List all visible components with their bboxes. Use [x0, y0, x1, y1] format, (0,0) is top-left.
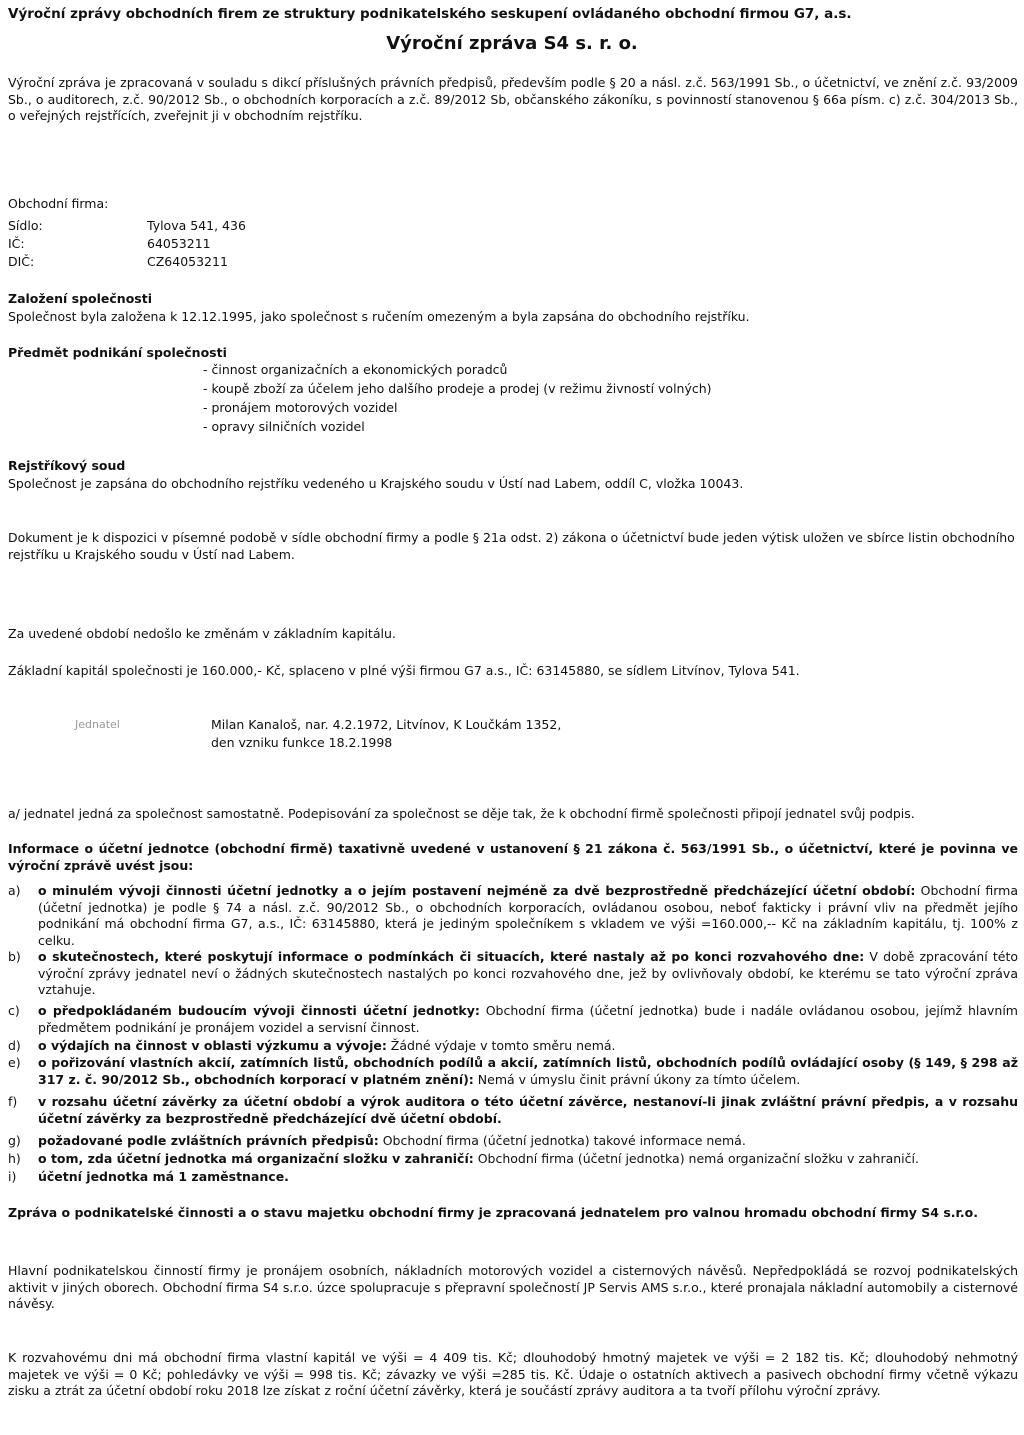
document-header: Výroční zprávy obchodních firem ze struktury podnikatelského seskupení ovládaného obchodní firmou G7, a.s.: [8, 6, 852, 22]
business-activity-item: - opravy silničních vozidel: [203, 419, 365, 434]
info-item-letter: a): [8, 883, 21, 898]
court-text: Společnost je zapsána do obchodního rejstříku vedeného u Krajského soudu v Ústí nad Labem, oddíl C, vložka 10043.: [8, 476, 744, 491]
info-item: [8, 883, 1018, 949]
info-item: [8, 1133, 1018, 1150]
info-item-text: Nemá v úmyslu činit právní úkony za tímto účelem.: [473, 1071, 801, 1087]
info-item-letter: d): [8, 1038, 21, 1053]
founding-text: Společnost byla založena k 12.12.1995, jako společnost s ručením omezeným a byla zapsána do obchodního rejstříku.: [8, 309, 750, 324]
document-title: Výroční zpráva S4 s. r. o.: [386, 33, 638, 54]
info-item-letter: h): [8, 1151, 21, 1166]
info-item: [8, 1055, 1018, 1088]
company-seat-value: Tylova 541, 436: [147, 218, 246, 233]
capital-text: Základní kapitál společnosti je 160.000,- Kč, splaceno v plné výši firmou G7 a.s., IČ: 63145880, se sídlem Litvínov, Tylova 541.: [8, 663, 800, 678]
info-item-title: v rozsahu účetní závěrky za účetní období a výrok auditora o této účetní závěrce, nestanoví-li jinak zvláštní právní předpis, a v rozsahu účetní závěrky za bezprostředně předcházející dvě účetní období.: [38, 1094, 1018, 1126]
business-activity-item: - pronájem motorových vozidel: [203, 400, 398, 415]
acting-text: a/ jednatel jedná za společnost samostatně. Podepisování za společnost se děje tak, že k obchodní firmě společnosti připojí jednatel svůj podpis.: [8, 806, 915, 821]
info-item-text: V době zpracování této výroční zprávy jednatel neví o žádných skutečnostech nastalých po konci rozvahového dne, jež by ovlivňovaly období, ke kterému se tato výroční zpráva vztahuje.: [38, 949, 1018, 997]
info-item-letter: b): [8, 949, 21, 964]
company-ic-value: 64053211: [147, 236, 211, 251]
statutory-person-line2: den vzniku funkce 18.2.1998: [211, 735, 393, 750]
statutory-role: Jednatel: [75, 718, 120, 731]
info-item-title: účetní jednotka má 1 zaměstnance.: [38, 1169, 289, 1184]
info-item-text: Obchodní firma (účetní jednotka) je podle § 74 a násl. z.č. 90/2012 Sb., o obchodních korporacích, ovládanou osobou, neboť fakticky i právní vliv na předmět jejího podnikání má obchodní firma G7, a.s., IČ: 63145880, která je jediným společníkem s vkladem ve výši =160.000,-- Kč na základním kapitálu, tj. 100% z celku.: [38, 883, 1018, 948]
report-paragraph-assets: K rozvahovému dni má obchodní firma vlastní kapitál ve výši = 4 409 tis. Kč; dlouhodobý hmotný majetek ve výši = 2 182 tis. Kč; dlouhodobý nehmotný majetek ve výši = 0 Kč; pohledávky ve výši = 998 tis. Kč; závazky ve výši =285 tis. Kč. Údaje o ostatních aktivech a pasivech obchodní firmy včetně výkazu zisku a ztrát za účetní období roku 2018 lze získat z roční účetní závěrky, která je součástí zprávy auditora a ta tvoří přílohu výroční zprávy.: [8, 1350, 1018, 1398]
info-item-title: o minulém vývoji činnosti účetní jednotky a o jejím postavení nejméně za dvě bezprostředně předcházející účetní období:: [38, 883, 916, 898]
company-seat-label: Sídlo:: [8, 218, 43, 233]
capital-no-change: Za uvedené období nedošlo ke změnám v základním kapitálu.: [8, 626, 396, 641]
statutory-person-line1: Milan Kanaloš, nar. 4.2.1972, Litvínov, K Loučkám 1352,: [211, 717, 562, 732]
info-item-letter: i): [8, 1169, 17, 1184]
info-item: [8, 1003, 1018, 1036]
info-item-title: požadované podle zvláštních právních předpisů:: [38, 1133, 379, 1148]
info-item-letter: e): [8, 1055, 21, 1070]
company-dic-value: CZ64053211: [147, 254, 228, 269]
info-heading: Informace o účetní jednotce (obchodní firmě) taxativně uvedené v ustanovení § 21 zákona č. 563/1991 Sb., o účetnictví, které je povinna ve výroční zprávě uvést jsou:: [8, 841, 1018, 873]
info-item-letter: f): [8, 1094, 18, 1109]
business-activity-item: - koupě zboží za účelem jeho dalšího prodeje a prodej (v režimu živností volných): [203, 381, 712, 396]
business-activity-list: [203, 362, 712, 438]
business-heading: Předmět podnikání společnosti: [8, 345, 227, 360]
info-item-title: o tom, zda účetní jednotka má organizační složku v zahraničí:: [38, 1151, 474, 1166]
company-firm-label: Obchodní firma:: [8, 196, 109, 211]
info-item-title: o výdajích na činnost v oblasti výzkumu a vývoje:: [38, 1038, 387, 1053]
info-item: [8, 1151, 1018, 1168]
founding-heading: Založení společnosti: [8, 291, 152, 306]
company-dic-label: DIČ:: [8, 254, 35, 269]
intro-paragraph: Výroční zpráva je zpracovaná v souladu s dikcí příslušných právních předpisů, především podle § 20 a násl. z.č. 563/1991 Sb., o účetnictví, ve znění z.č. 93/2009 Sb., o auditorech, z.č. 90/2012 Sb., o obchodních korporacích a z.č. 89/2012 Sb, občanského zákoníku, s povinností stanovenou § 66a písm. c) z.č. 304/2013 Sb., o veřejných rejstřících, zveřejnit ji v obchodním rejstříku.: [8, 75, 1018, 123]
info-item: [8, 1169, 1018, 1186]
report-heading: Zpráva o podnikatelské činnosti a o stavu majetku obchodní firmy je zpracovaná jednatelem pro valnou hromadu obchodní firmy S4 s.r.o.: [8, 1205, 979, 1220]
document-availability-text: Dokument je k dispozici v písemné podobě v sídle obchodní firmy a podle § 21a odst. 2) zákona o účetnictví bude jeden výtisk uložen ve sbírce listin obchodního rejstříku u Krajského soudu v Ústí nad Labem.: [8, 530, 1015, 562]
info-item-title: o předpokládaném budoucím vývoji činnosti účetní jednotky:: [38, 1003, 480, 1018]
info-item: [8, 949, 1018, 999]
info-item: [8, 1094, 1018, 1127]
info-item-text: Obchodní firma (účetní jednotka) bude i nadále ovládanou osobou, jejímž hlavním předmětem podnikání je pronájem vozidel a servisní činnost.: [38, 1003, 1018, 1035]
report-paragraph-activity: Hlavní podnikatelskou činností firmy je pronájem osobních, nákladních motorových vozidel a cisternových návěsů. Nepředpokládá se rozvoj podnikatelských aktivit v jiných oborech. Obchodní firma S4 s.r.o. úzce spolupracuje s přepravní společností JP Servis AMS s.r.o., které pronajala nákladní automobily a cisternové návěsy.: [8, 1263, 1018, 1311]
court-heading: Rejstříkový soud: [8, 458, 126, 473]
info-item-letter: g): [8, 1133, 21, 1148]
info-item-title: o skutečnostech, které poskytují informace o podmínkách či situacích, které nastaly až po konci rozvahového dne:: [38, 949, 865, 964]
info-item-title: o pořizování vlastních akcií, zatímních listů, obchodních podílů a akcií, zatímních listů, obchodních podílů ovládající osoby (§ 149, § 298 až 317 z. č. 90/2012 Sb., obchodních korporací v platném znění):: [38, 1055, 1018, 1087]
info-item-letter: c): [8, 1003, 20, 1018]
info-item-text: Žádné výdaje v tomto směru nemá.: [386, 1038, 616, 1053]
info-item-text: Obchodní firma (účetní jednotka) nemá organizační složku v zahraničí.: [473, 1151, 919, 1166]
company-ic-label: IČ:: [8, 236, 25, 251]
info-item-text: Obchodní firma (účetní jednotka) takové informace nemá.: [378, 1133, 746, 1148]
info-item: [8, 1038, 1018, 1055]
business-activity-item: - činnost organizačních a ekonomických poradců: [203, 362, 508, 377]
